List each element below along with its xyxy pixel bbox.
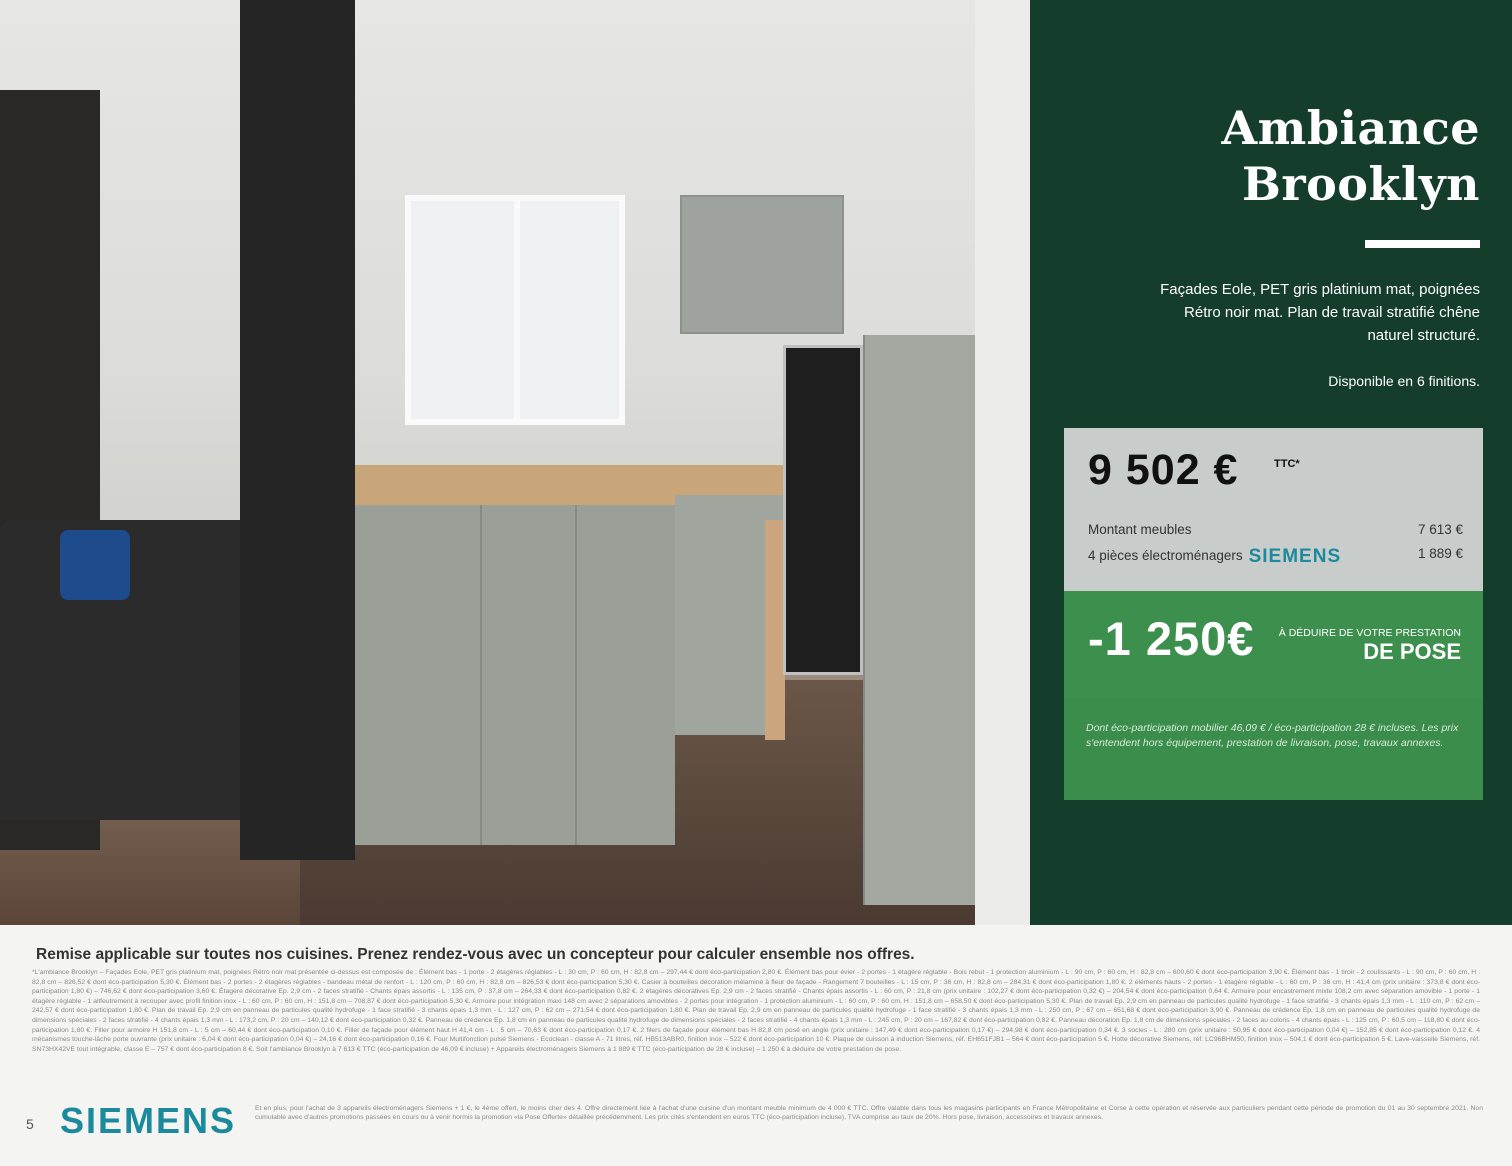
siemens-offer-fine-print: Et en plus, pour l'achat de 3 appareils électroménagers Siemens + 1 €, le 4ème offert, le moins cher des 4. Offre directement liée à l'achat d'une cuisine d'un montant meuble minimum de 4 000 € TTC. Offre valable dans tous les magasins participants en France Métropolitaine et Corse à cette opération et réservée aux particuliers pendant cette période de promotion du 01 au 30 septembre 2021. Non cumulable avec d'autres promotions passées en cours ou à venir hormis la promotion «la Pose Offerte» détaillée précédemment. Les prix cités s'entendent en euros TTC (éco-participation incluse), TVA comprise au taux de 20%. Hors pose, livraison, accessoires et travaux annexes. [255,1105,1483,1122]
total-price: 9 502 € [1088,446,1239,494]
price-line-label: 4 pièces électroménagers [1088,548,1243,563]
discount-box [1064,591,1483,699]
finitions-note: Disponible en 6 finitions. [1328,373,1480,389]
kitchen-window [405,195,625,425]
discount-note-big: DE POSE [1363,639,1461,664]
siemens-brand-inline: SIEMENS [1248,546,1342,567]
wine-rack [765,520,785,740]
page-number: 5 [26,1116,34,1132]
price-box [1064,428,1483,591]
price-line-appliances [1088,546,1463,568]
upper-cabinets [680,195,844,334]
footer [0,1098,1512,1148]
price-line-value: 1 889 € [1417,546,1463,561]
title-rule [1365,240,1480,248]
discount-note-small: À DÉDUIRE DE VOTRE PRESTATION [1278,627,1461,639]
remise-headline: Remise applicable sur toutes nos cuisines. Prenez rendez-vous avec un concepteur pour calculer ensemble nos offres. [36,946,915,963]
eco-participation-box [1064,699,1483,800]
collection-title: Ambiance Brooklyn [1221,101,1480,211]
price-line-label: Montant meubles [1088,522,1192,537]
tall-cabinet [863,335,975,905]
legal-fine-print: *L'ambiance Brooklyn – Façades Eole, PET gris platinium mat, poignées Rétro noir mat présentée ci-dessus est composée de : Élément bas - 1 porte - 2 étagères réglables - L : 30 cm, P : 60 cm, H : 82,8 cm – 297,44 € dont éco-participation 2,80 €. Élément bas pour évier - 2 portes - 1 étagère réglable - Bois rebut - 1 protection aluminium - L : 90 cm, P : 60 cm, H : 82,8 cm – 600,60 € dont éco-participation 3,90 €. Élément bas - 1 tiroir - 2 coulissants - L : 90 cm, P : 60 cm, H : 82,8 cm – 826,52 € dont éco-participation 5,30 €. Élément bas - 2 portes - 2 étagères réglables - bandeau métal de renfort - L : 120 cm, P : 60 cm, H : 82,8 cm – 826,53 € dont éco-participation 5,30 €. Casier à bouteilles décoration mélaminé à fleur de façade - Rangement 7 bouteilles - L : 15 cm, P : 36 cm, H : 82,8 cm – 284,31 € dont éco-participation 1,80 €. 2 éléments hauts - 2 portes - 1 étagère réglable - L : 60 cm, P : 36 cm, H : 41,4 cm (prix unitaire : 373,8 € dont éco-participation 1,80 €) – 746,62 € dont éco-participation 3,60 €. Étagère décorative Ep. 2,9 cm - 2 faces stratifié - Chants épais assortis - L : 135 cm, P : 37,8 cm – 264,33 € dont éco-participation 0,82 €. 2 étagères décoratives Ep. 2,9 cm - 2 faces stratifié - Chants épais assortis - L : 60 cm, P : 21,8 cm (prix unitaire : 102,27 € dont éco-participation 0,32 €) – 204,54 € dont éco-participation 0,64 €. Armoire pour encastrement mixte 108,2 cm avec séparation amovible - 1 porte - 1 étagère réglable - 1 allfeutrement à recouper avec profil finition inox - L : 60 cm, P : 60 cm, H : 151,8 cm – 708,87 € dont éco-participation 5,30 €. Armoire pour intégration maxi 148 cm avec 2 séparations amovibles - 2 portes pour intégration - 1 protection aluminium - L : 60 cm, P : 60 cm, H : 151,8 cm – 658,50 € dont éco-participation 5,30 €. Plan de travail Ep. 2,9 cm en panneau de particules qualité hydrofuge - 1 face stratifié - 3 chants épais 1,3 mm - L : 110 cm, P : 62 cm – 242,57 € dont éco-participation 1,80 €. Plan de travail Ep. 2,9 cm en panneau de particules qualité hydrofuge - 1 face stratifié - 3 chants épais 1,3 mm - L : 127 cm, P : 62 cm – 271,54 € dont éco-participation 1,80 €. Plan de travail Ep. 2,9 cm en panneau de particules qualité hydrofuge - 1 face stratifié - 3 chants épais 1,3 mm - L : 250 cm, P : 67 cm – 651,68 € dont éco-participation 3,90 €. Panneau de crédence Ep. 1,8 cm en panneau de particules qualité hydrofuge de dimensions spéciales - 2 faces stratifié - 4 chants épais 1,3 mm - L : 173,2 cm, P : 20 cm – 140,12 € dont éco-participation 0,32 €. Panneau de crédence Ep. 1,8 cm en panneau de particules qualité hydrofuge de dimensions spéciales - 2 faces stratifié - 4 chants épais 1,3 mm - L : 245 cm, P : 20 cm – 167,82 € dont éco-participation 0,82 €. Panneau décoration Ep. 1,8 cm de dimensions spéciales - 2 faces au coloris - 4 chants épais - L : 125 cm, P : 60,5 cm – 118,80 € dont éco-participation 1,80 €. Filler pour armoire H 151,8 cm - L : 5 cm – 60,44 € dont éco-participation 0,10 €. Filler de façade pour élément haut H 41,4 cm - L : 5 cm – 70,63 € dont éco-participation 0,17 €. 2 filers de façade pour élément bas H 82,8 cm posé en angle (prix unitaire : 147,49 € dont éco-participation 0,17 €) – 294,98 € dont éco-participation 0,34 €. 3 socles - L : 280 cm (prix unitaire : 50,95 € dont éco-participation 0,04 €) – 152,85 € dont éco-participation 0,12 €. 4 mécanismes touche-lâche porte ouvrante (prix unitaire : 6,04 € dont éco-participation 0,04 €) – 24,16 € dont éco-participation 0,16 €. Four Multifonction pulsé Siemens - Ecoclean - classe A - 71 litres, réf. HB513ABR0, finition inox – 522 € dont éco-participation 10 €. Plaque de cuisson à induction Siemens, réf. EH651FJB1 – 564 € dont éco-participation 5 €. Hotte décorative Siemens, réf. LC96BHM50, finition inox – 504,1 € dont éco-participation 5 €. Lave-vaisselle Siemens, réf. SN73HX42VE tout intégrable, classe E – 757 € dont éco-participation 8 €. Soit l'ambiance Brooklyn à 7 613 € TTC (éco-participation de 46,09 € incluse) + Appareils électroménagers Siemens à 1 889 € TTC (éco-participation de 28 € incluse) – 1 250 € à déduire de votre prestation de pose. [32,969,1480,1053]
built-in-oven [783,345,863,675]
discount-amount: -1 250€ [1088,612,1255,665]
side-wall [975,0,1030,925]
collection-description: Façades Eole, PET gris platinium mat, poignées Rétro noir mat. Plan de travail stratifié chêne naturel structuré. [1160,281,1480,344]
price-line-value: 7 613 € [1417,522,1463,537]
info-panel [1030,0,1512,925]
price-line-furniture [1088,522,1463,537]
blue-cushion [60,530,130,600]
eco-participation-note: Dont éco-participation mobilier 46,09 € / éco-participation 28 € incluses. Les prix s'entendent hors équipement, prestation de livraison, pose, travaux annexes. [1086,722,1459,749]
price-unit: TTC* [1274,458,1300,470]
siemens-logo: SIEMENS [60,1100,237,1141]
black-pillar [240,0,355,860]
discount-label [1279,627,1461,665]
